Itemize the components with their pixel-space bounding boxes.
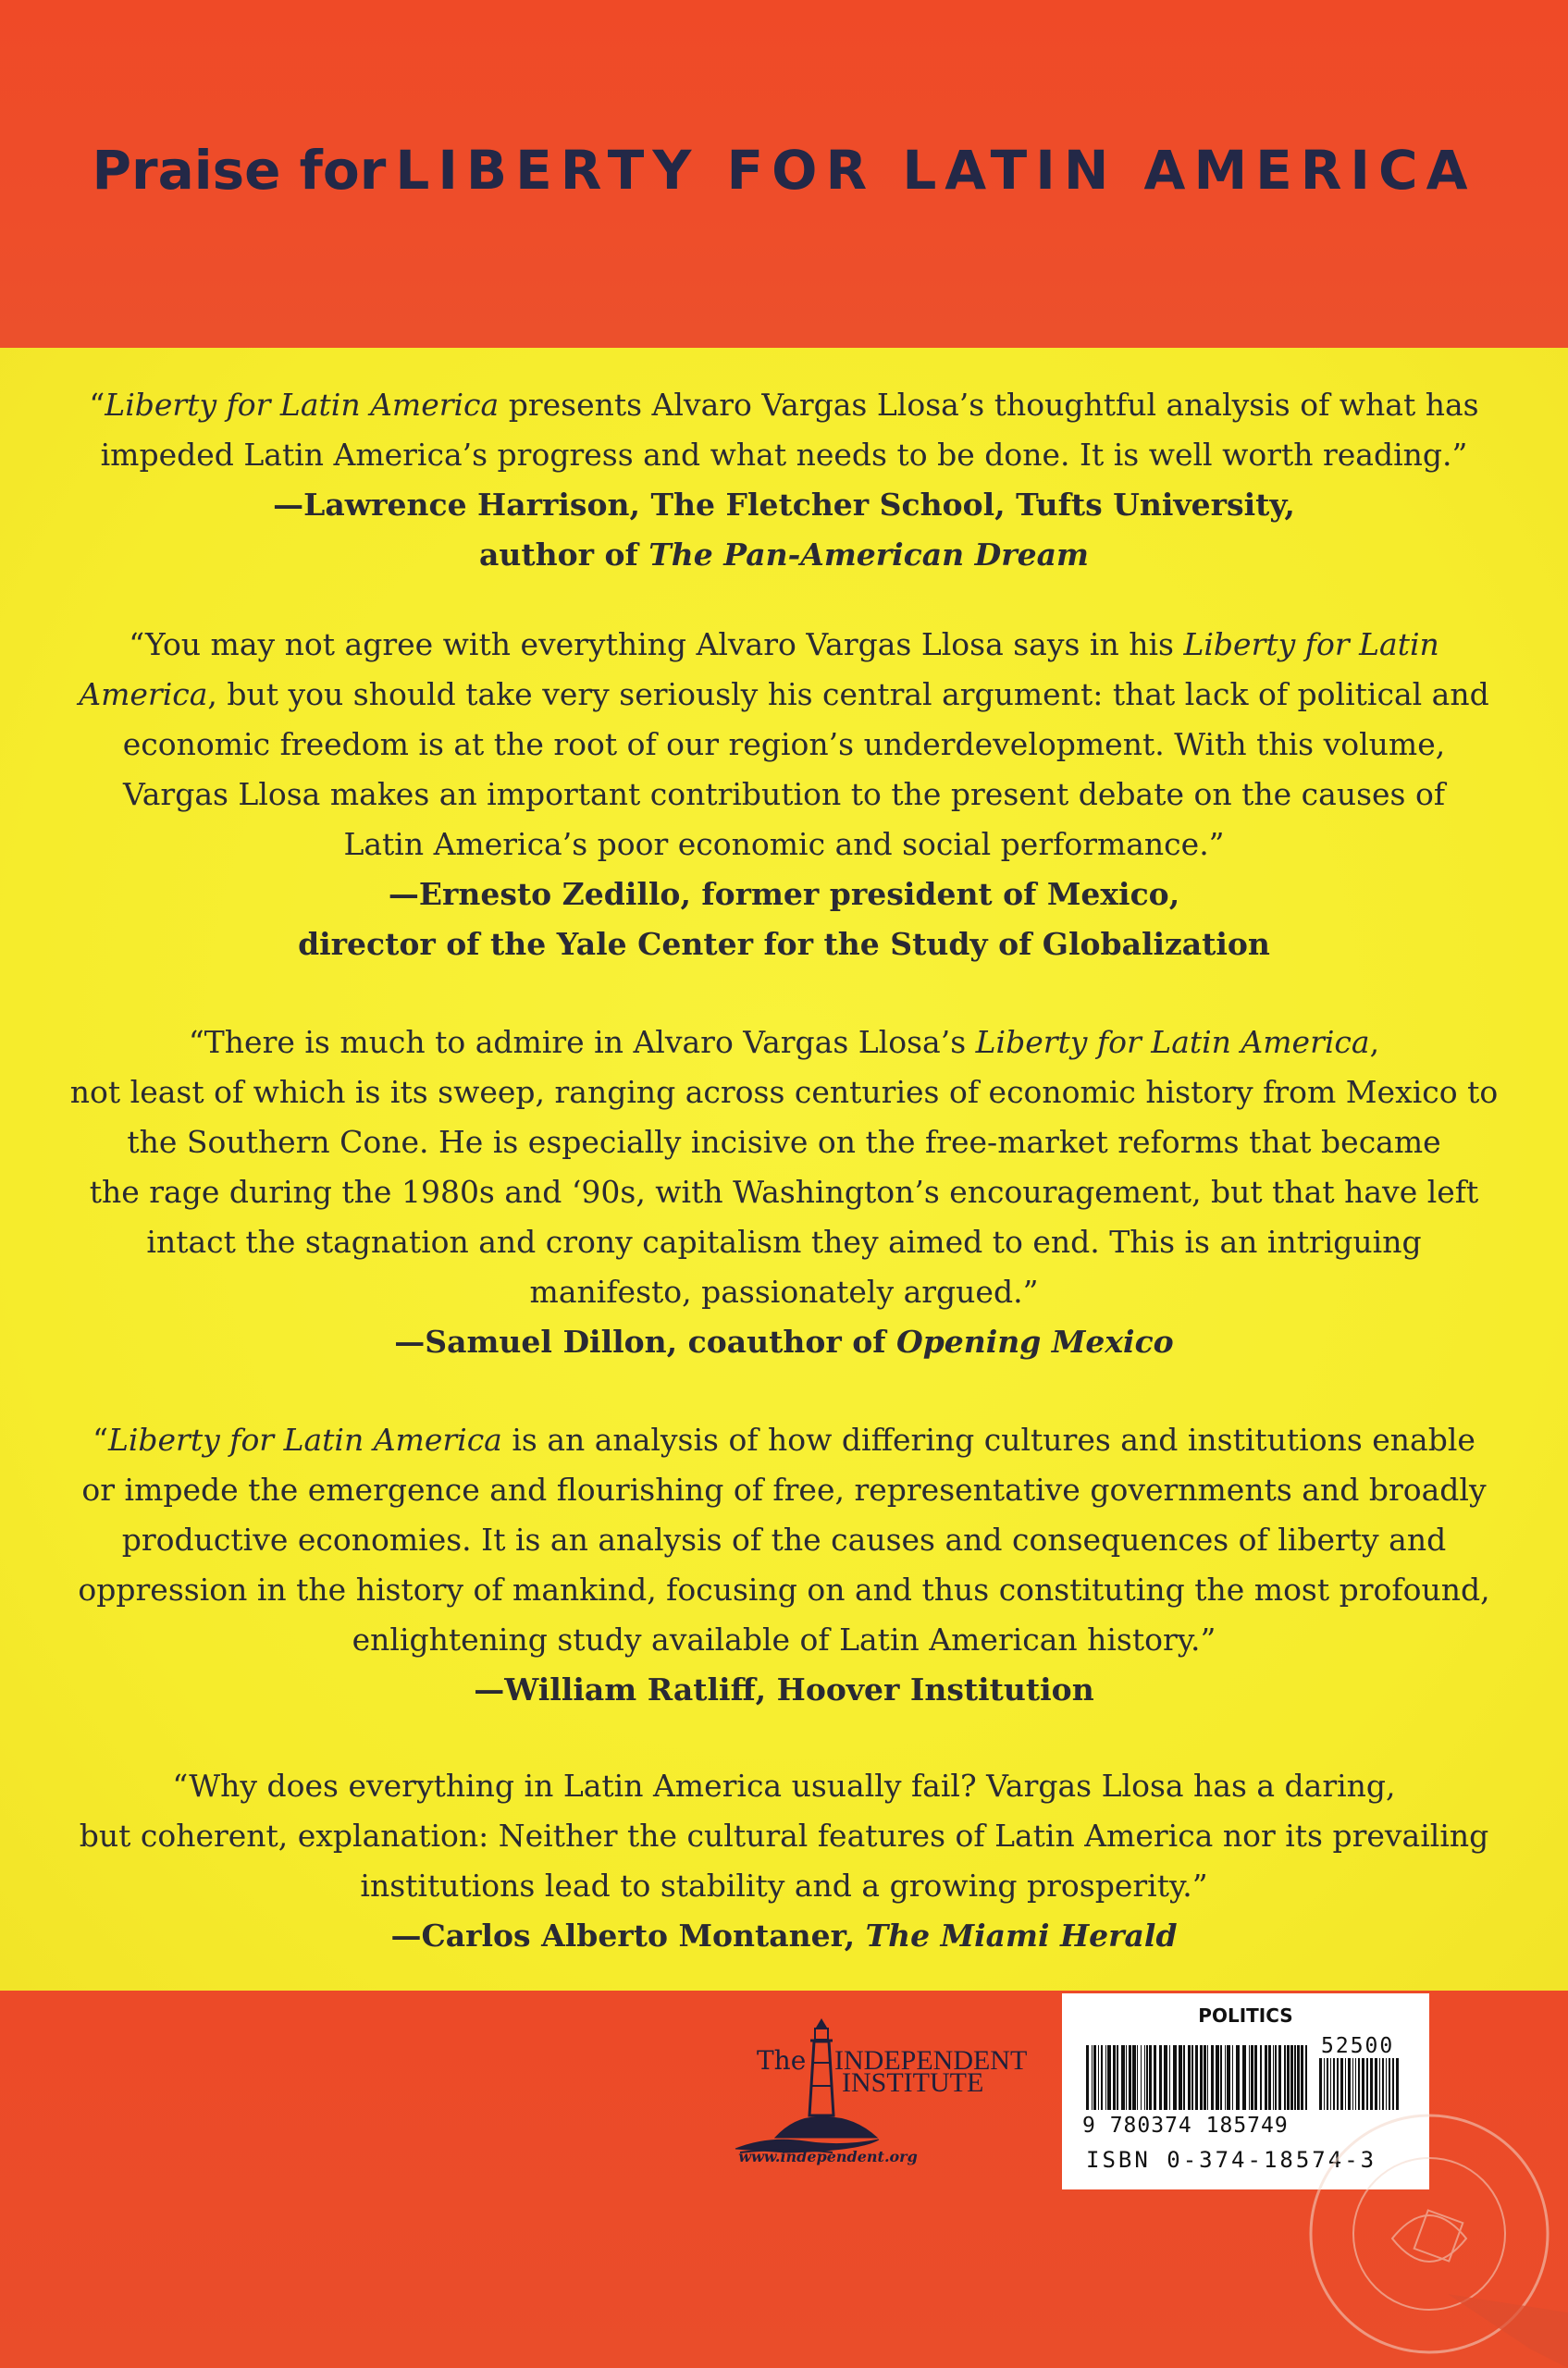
quote-line: the Southern Cone. He is especially incisive on the free-market reforms that became [127, 1124, 1441, 1160]
ean-digits: 9 780374 185749 [1082, 2114, 1289, 2138]
barcode-bar [1273, 2045, 1274, 2110]
quote-line: “You may not agree with everything Alvaro Vargas Llosa says in his Liberty for Latin [129, 626, 1439, 662]
barcode-bar [1092, 2045, 1093, 2110]
barcode-bar [1141, 2045, 1142, 2110]
quote-line: “Liberty for Latin America is an analysis of how differing cultures and institutions enable [93, 1422, 1475, 1458]
quote-line: manifesto, passionately argued.” [529, 1274, 1039, 1310]
quote-line: or impede the emergence and flourishing of free, representative governments and broadly [81, 1472, 1487, 1508]
barcode-bar [1169, 2045, 1170, 2110]
quote-line: economic freedom is at the root of our region’s underdevelopment. With this volume, [122, 726, 1446, 762]
italic-title: Liberty for Latin America [107, 1422, 502, 1458]
barcode-bar [1242, 2045, 1246, 2110]
barcode-bar [1149, 2045, 1152, 2110]
quote-line: “There is much to admire in Alvaro Vargas Llosa’s Liberty for Latin America, [188, 1024, 1380, 1060]
barcode-bar [1207, 2045, 1208, 2110]
quote-attribution: author of The Pan-American Dream [479, 536, 1089, 573]
barcode-bar [1101, 2045, 1103, 2110]
barcode-bar [1249, 2045, 1250, 2110]
barcode-bar [1129, 2045, 1131, 2110]
quote-line: not least of which is its sweep, ranging across centuries of economic history from Mexico to [69, 1074, 1499, 1110]
italic-title: Liberty for Latin America [105, 387, 500, 423]
publisher-name-line2: INSTITUTE [842, 2067, 984, 2098]
quote-line: institutions lead to stability and a growing prosperity.” [360, 1868, 1208, 1904]
barcode-bar [1211, 2045, 1214, 2110]
quote-attribution: —Ernesto Zedillo, former president of Mexico, [388, 876, 1180, 912]
praise-quote-1 [56, 380, 1512, 580]
barcode-bar [1105, 2045, 1106, 2110]
barcode-bar [1236, 2045, 1240, 2110]
barcode-bar [1132, 2045, 1136, 2110]
barcode-bar [1220, 2045, 1222, 2110]
italic-title: The Pan-American Dream [648, 536, 1089, 573]
barcode-bar [1251, 2045, 1253, 2110]
quote-line: but coherent, explanation: Neither the cultural features of Latin America nor its prevailing [79, 1818, 1489, 1854]
barcode-bar [1179, 2045, 1182, 2110]
barcode-bar [1287, 2045, 1290, 2110]
bookstore-stamp-icon [1290, 2100, 1568, 2368]
praise-quote-2 [56, 620, 1512, 969]
barcode-bar [1154, 2045, 1156, 2110]
barcode-bar [1278, 2045, 1281, 2110]
praise-quote-4 [56, 1415, 1512, 1715]
barcode-bar [1121, 2045, 1125, 2110]
barcode-bar [1159, 2045, 1162, 2110]
barcode-bar [1093, 2045, 1096, 2110]
barcode-bar [1254, 2045, 1257, 2110]
barcode-bar [1086, 2045, 1089, 2110]
quote-line: Vargas Llosa makes an important contribution to the present debate on the causes of [122, 776, 1446, 812]
barcode-bar [1164, 2045, 1167, 2110]
price-code: 52500 [1321, 2034, 1395, 2058]
barcode-bar [1284, 2045, 1286, 2110]
quote-line: enlightening study available of Latin American history.” [352, 1622, 1216, 1658]
barcode-bar [1268, 2045, 1271, 2110]
quote-line: Latin America’s poor economic and social performance.” [343, 826, 1225, 862]
barcode-bar [1183, 2045, 1185, 2110]
quote-line: productive economies. It is an analysis of the causes and consequences of liberty and [121, 1522, 1447, 1558]
barcode-bar [1195, 2045, 1198, 2110]
praise-quote-3 [56, 1018, 1512, 1367]
quote-attribution: director of the Yale Center for the Study of Globalization [298, 926, 1270, 962]
barcode-bar [1200, 2045, 1203, 2110]
barcode-bar [1188, 2045, 1191, 2110]
quote-attribution: —William Ratliff, Hoover Institution [474, 1671, 1094, 1708]
barcode-bar [1216, 2045, 1219, 2110]
barcode-bar [1260, 2045, 1262, 2110]
isbn-number: ISBN 0-374-18574-3 [1086, 2147, 1377, 2173]
italic-title: Opening Mexico [895, 1324, 1174, 1360]
barcode-bar [1225, 2045, 1226, 2110]
barcode-bar [1191, 2045, 1193, 2110]
quote-line: “Why does everything in Latin America usually fail? Vargas Llosa has a daring, [172, 1768, 1396, 1804]
italic-title: The Miami Herald [865, 1918, 1178, 1954]
heading-lead: Praise for [92, 139, 387, 202]
barcode-bar [1126, 2045, 1127, 2110]
barcode-bar [1204, 2045, 1206, 2110]
quote-attribution: —Samuel Dillon, coauthor of Opening Mexico [394, 1324, 1174, 1360]
barcode-bar [1107, 2045, 1111, 2110]
italic-title: America [79, 676, 208, 712]
quote-line: impeded Latin America’s progress and what needs to be done. It is well worth reading.” [100, 437, 1468, 473]
barcode-bar [1146, 2045, 1148, 2110]
quote-attribution: —Carlos Alberto Montaner, The Miami Herald [390, 1918, 1178, 1954]
barcode-bar [1173, 2045, 1177, 2110]
barcode-bar [1144, 2045, 1145, 2110]
barcode-bar [1113, 2045, 1116, 2110]
barcode-bar [1227, 2045, 1230, 2110]
quote-attribution: —Lawrence Harrison, The Fletcher School, Tufts University, [273, 487, 1295, 523]
quote-line: oppression in the history of mankind, focusing on and thus constituting the most profound, [78, 1572, 1490, 1608]
barcode-bar [1137, 2045, 1138, 2110]
category-label: POLITICS [1198, 2004, 1293, 2027]
barcode-bar [1232, 2045, 1233, 2110]
praise-quote-5 [56, 1761, 1512, 1961]
publisher-url: www.independent.org [738, 2148, 918, 2165]
quote-line: America, but you should take very seriously his central argument: that lack of political and [79, 676, 1489, 712]
quote-line: intact the stagnation and crony capitalism they aimed to end. This is an intriguing [146, 1224, 1422, 1260]
barcode-bar [1275, 2045, 1277, 2110]
heading-book-title: LIBERTY FOR LATIN AMERICA [395, 139, 1476, 202]
publisher-name-line1: INDEPENDENT [834, 2045, 1028, 2076]
quote-line: “Liberty for Latin America presents Alvaro Vargas Llosa’s thoughtful analysis of what has [89, 387, 1479, 423]
italic-title: Liberty for Latin [1183, 626, 1439, 662]
italic-title: Liberty for Latin America [975, 1024, 1370, 1060]
barcode-bar [1265, 2045, 1267, 2110]
barcode-bar [1098, 2045, 1099, 2110]
quote-line: the rage during the 1980s and ‘90s, with Washington’s encouragement, but that have left [89, 1174, 1479, 1210]
cover-heading [0, 139, 1568, 202]
barcode-bar [1117, 2045, 1118, 2110]
publisher-the: The [757, 2045, 807, 2076]
